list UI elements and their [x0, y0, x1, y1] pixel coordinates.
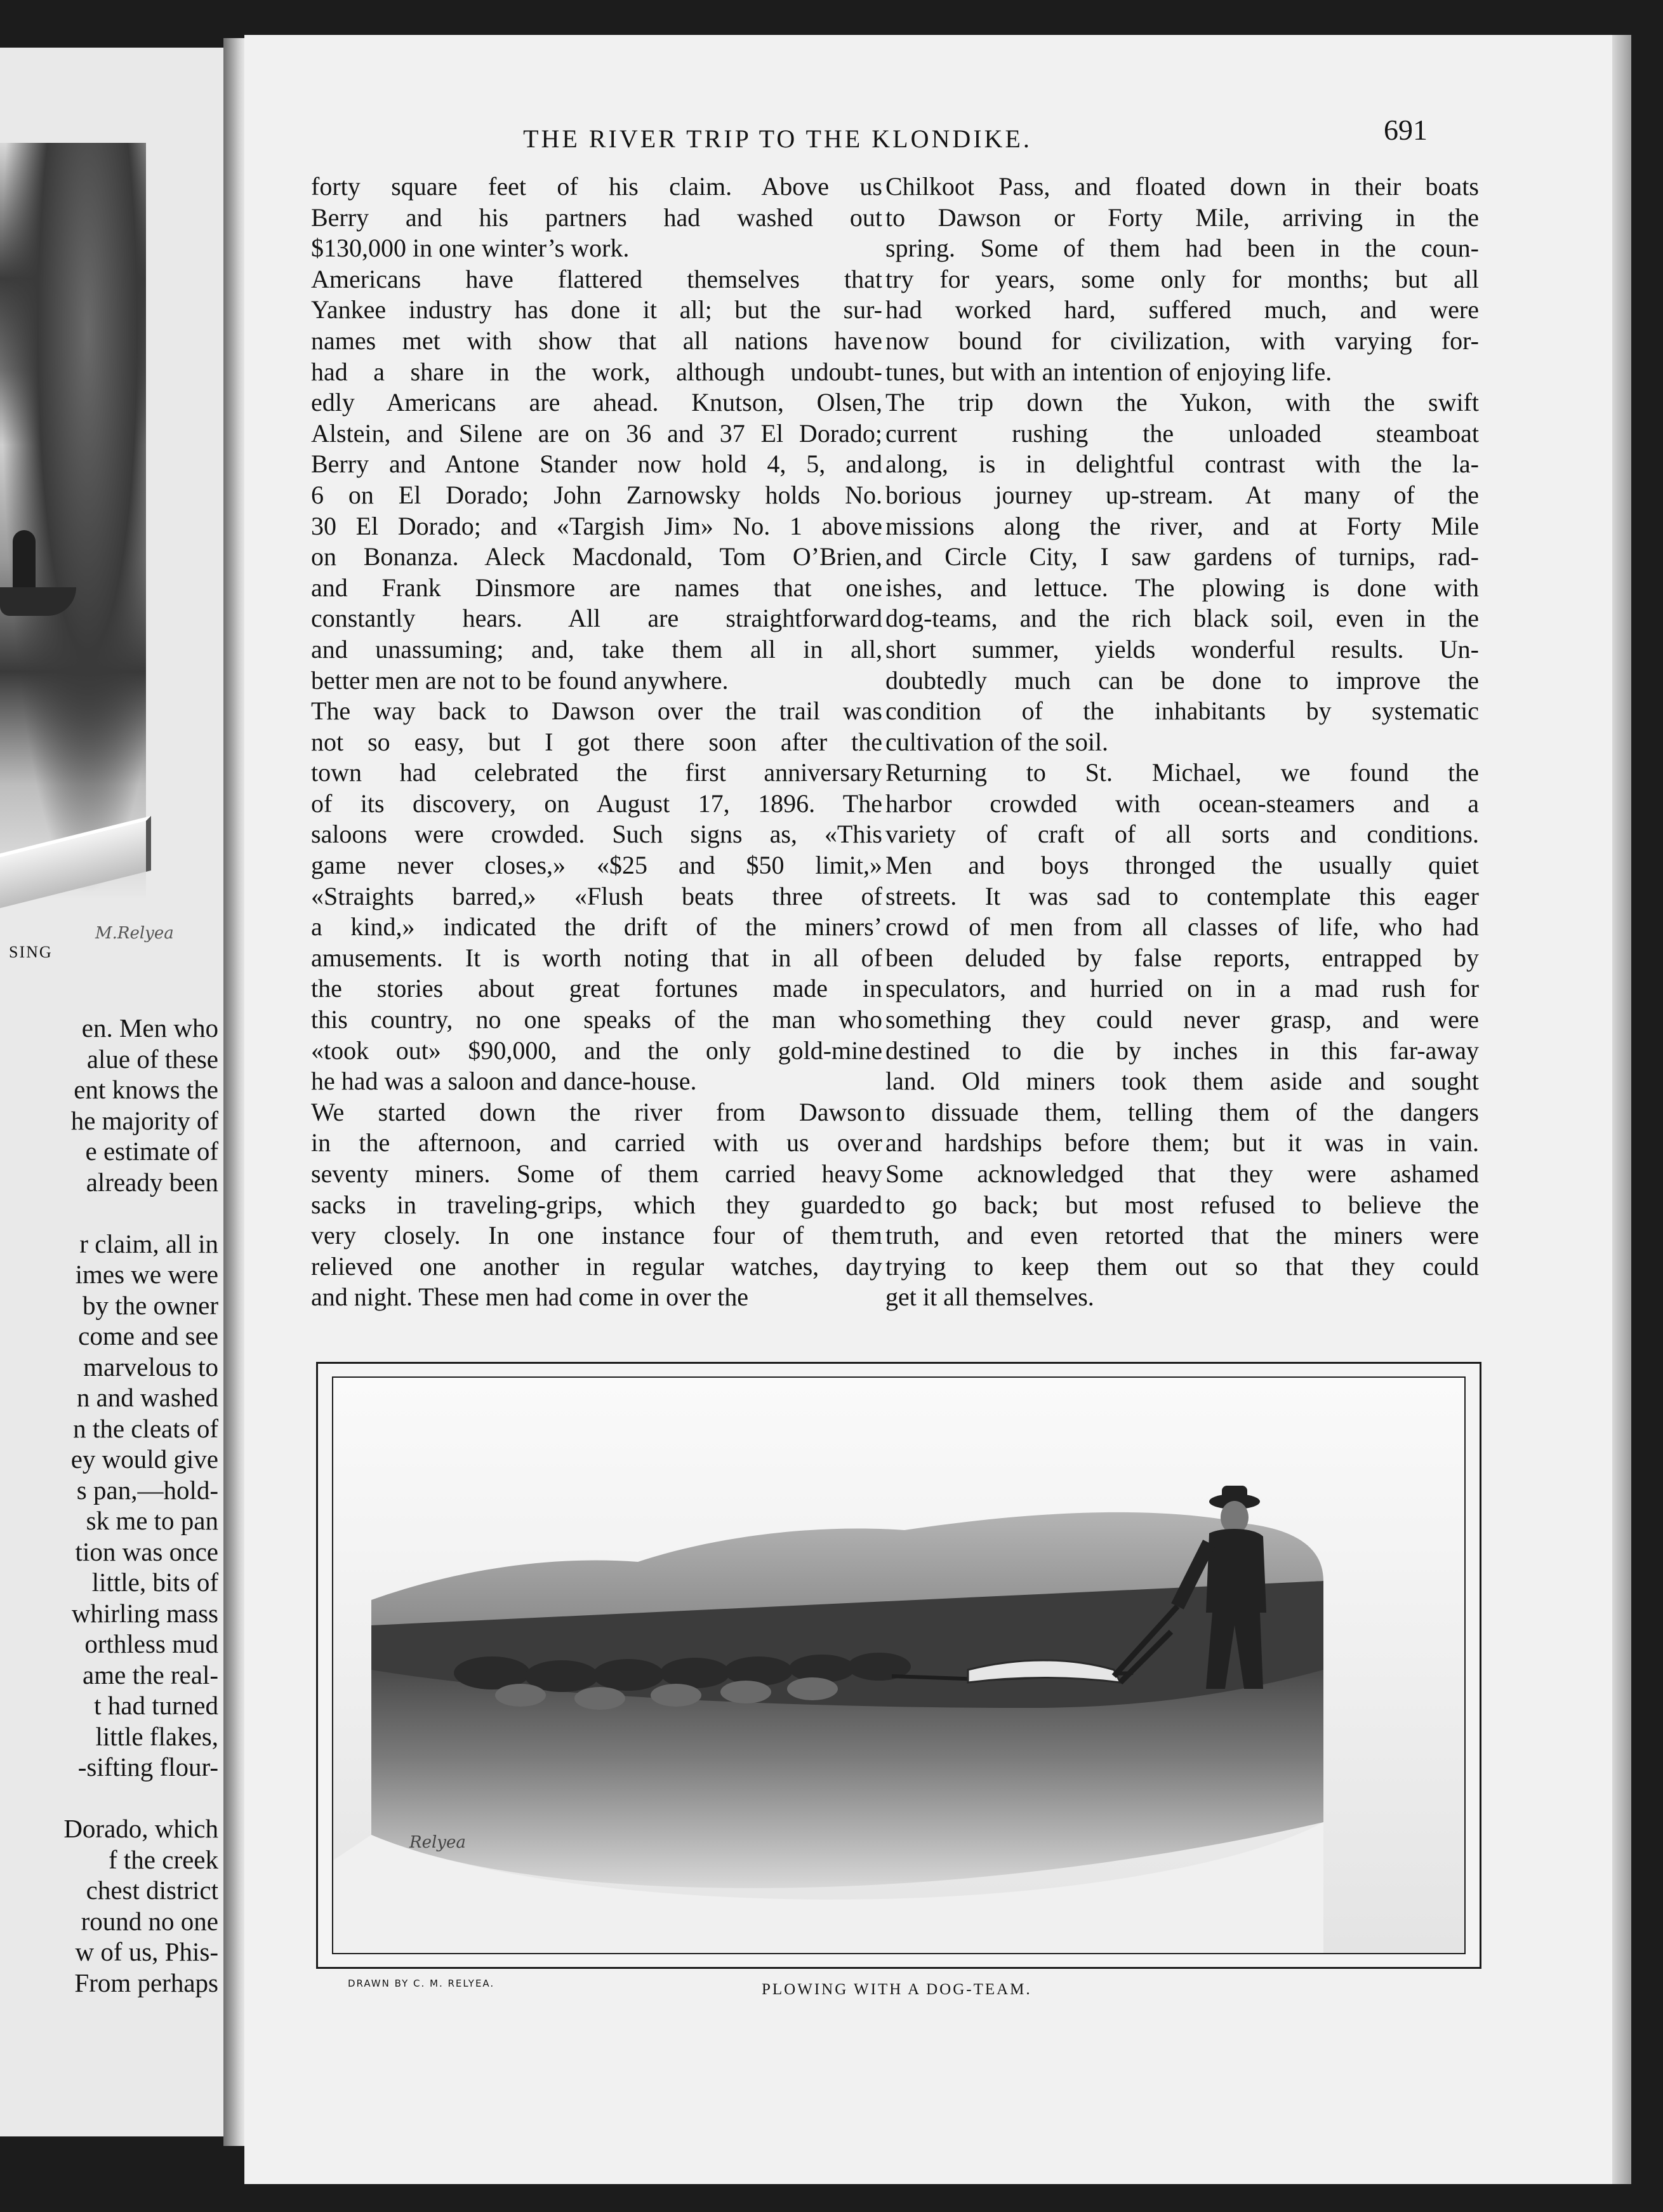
text-line: along, is in delightful contrast with the la-	[885, 450, 1479, 479]
text-line: t had turned	[94, 1691, 218, 1720]
text-line: had worked hard, suffered much, and were	[885, 295, 1479, 324]
illustration-caption: PLOWING WITH A DOG-TEAM.	[762, 1981, 1032, 1998]
text-line: short summer, yields wonderful results. Un-	[885, 634, 1479, 663]
text-line: and Circle City, I saw gardens of turnips, rad-	[885, 542, 1479, 571]
text-line: variety of craft of all sorts and conditions.	[885, 820, 1479, 849]
text-line: he majority of	[70, 1105, 218, 1135]
text-line: dog-teams, and the rich black soil, even in the	[885, 604, 1479, 633]
text-line	[0, 1197, 218, 1229]
text-line: land. Old miners took them aside and sought	[885, 1067, 1479, 1096]
text-line: now bound for civilization, with varying for-	[885, 326, 1479, 355]
text-line: f the creek	[109, 1844, 218, 1874]
text-line: Chilkoot Pass, and floated down in their boats	[885, 172, 1479, 201]
text-line: sk me to pan	[86, 1506, 218, 1535]
text-line: very closely. In one instance four of them	[311, 1221, 882, 1250]
text-line: Berry and his partners had washed out	[311, 203, 882, 232]
facing-page-illustration	[0, 143, 174, 943]
text-line: e estimate of	[85, 1136, 218, 1166]
text-line: to Dawson or Forty Mile, arriving in the	[885, 203, 1479, 232]
text-line: tunes, but with an intention of enjoying life.	[885, 357, 1332, 386]
text-line: chest district	[86, 1876, 218, 1905]
text-line: had a share in the work, although undoubt-	[311, 357, 882, 386]
boatman-figure	[13, 530, 36, 590]
text-line: this country, no one speaks of the man who	[311, 1005, 882, 1034]
text-line: ame the real-	[83, 1660, 218, 1689]
text-line: crowd of men from all classes of life, who had	[885, 912, 1479, 942]
text-line: $130,000 in one winter’s work.	[311, 234, 630, 263]
facing-page-text	[0, 1013, 218, 1998]
text-line: forty square feet of his claim. Above us	[311, 172, 882, 201]
text-line: ishes, and lettuce. The plowing is done with	[885, 573, 1479, 602]
text-line: r claim, all in	[79, 1229, 218, 1258]
text-line: the stories about great fortunes made in	[311, 974, 882, 1003]
text-line: round no one	[81, 1906, 218, 1936]
text-line: destined to die by inches in this far-away	[885, 1036, 1479, 1065]
text-line: -sifting flour-	[77, 1752, 218, 1782]
text-column-left	[311, 171, 882, 1313]
text-line: trying to keep them out so that they could	[885, 1251, 1479, 1281]
text-line: in the afternoon, and carried with us over	[311, 1128, 882, 1157]
text-line: «took out» $90,000, and the only gold-mine	[311, 1036, 882, 1065]
text-line: and hardships before them; but it was in vain.	[885, 1128, 1479, 1157]
text-line: imes we were	[75, 1260, 218, 1289]
illustration-signature: M.Relyea	[95, 924, 174, 943]
text-line: by the owner	[82, 1290, 218, 1320]
text-line: Alstein, and Silene are on 36 and 37 El Dorado;	[311, 418, 882, 448]
text-line: spring. Some of them had been in the coun-	[885, 234, 1479, 263]
boat-hull	[0, 816, 151, 908]
page-number: 691	[1384, 114, 1428, 146]
illustration-image	[332, 1376, 1466, 1954]
text-line: w of us, Phis-	[75, 1937, 218, 1966]
text-line: The trip down the Yukon, with the swift	[885, 388, 1479, 417]
text-line: speculators, and hurried on in a mad rush for	[885, 974, 1479, 1003]
text-line: constantly hears. All are straightforward	[311, 604, 882, 633]
text-line: Men and boys thronged the usually quiet	[885, 851, 1479, 880]
text-line: harbor crowded with ocean-steamers and a	[885, 789, 1479, 818]
text-line	[0, 1783, 218, 1814]
text-column-right	[885, 171, 1479, 1313]
text-line: something they could never grasp, and were	[885, 1005, 1479, 1034]
text-line: marvelous to	[83, 1352, 218, 1382]
text-line: amusements. It is worth noting that in all of	[311, 943, 882, 972]
boat-shape	[0, 587, 76, 616]
text-line: condition of the inhabitants by systematic	[885, 696, 1479, 726]
text-line: already been	[86, 1167, 218, 1197]
text-line: seventy miners. Some of them carried heavy	[311, 1159, 882, 1188]
text-line: names met with show that all nations have	[311, 326, 882, 355]
dog-team-plowing-drawing	[333, 1378, 1464, 1953]
text-line: Yankee industry has done it all; but the sur-	[311, 295, 882, 324]
text-line: Americans have flattered themselves that	[311, 264, 882, 293]
text-line: try for years, some only for months; but all	[885, 264, 1479, 293]
text-line: he had was a saloon and dance-house.	[311, 1067, 697, 1096]
text-line: to dissuade them, telling them of the dangers	[885, 1097, 1479, 1126]
text-line: little, bits of	[91, 1568, 218, 1597]
text-line: on Bonanza. Aleck Macdonald, Tom O’Brien,	[311, 542, 882, 571]
text-line: en. Men who	[81, 1013, 218, 1043]
text-line: streets. It was sad to contemplate this eager	[885, 881, 1479, 910]
text-line: edly Americans are ahead. Knutson, Olsen,	[311, 388, 882, 417]
text-line: relieved one another in regular watches, day	[311, 1251, 882, 1281]
text-line: s pan,—hold-	[76, 1475, 218, 1505]
text-line: n the cleats of	[73, 1413, 218, 1443]
text-line: of its discovery, on August 17, 1896. The	[311, 789, 882, 818]
text-line: sacks in traveling-grips, which they guarded	[311, 1190, 882, 1219]
text-line: better men are not to be found anywhere.	[311, 665, 729, 695]
text-line: a kind,» indicated the drift of the miners’	[311, 912, 882, 942]
text-line: Some acknowledged that they were ashamed	[885, 1159, 1479, 1188]
text-line: town had celebrated the first anniversary	[311, 758, 882, 787]
text-line: and Frank Dinsmore are names that one	[311, 573, 882, 602]
text-line: 30 El Dorado; and «Targish Jim» No. 1 above	[311, 511, 882, 540]
plate-signature: Relyea	[409, 1833, 466, 1852]
text-line: and unassuming; and, take them all in all,	[311, 634, 882, 663]
page-edge	[1612, 35, 1631, 2184]
text-line: Berry and Antone Stander now hold 4, 5, and	[311, 450, 882, 479]
illustration-credit: DRAWN BY C. M. RELYEA.	[348, 1978, 495, 1989]
text-line: missions along the river, and at Forty Mile	[885, 511, 1479, 540]
text-line: get it all themselves.	[885, 1283, 1094, 1312]
text-line: little flakes,	[95, 1721, 218, 1751]
text-line: not so easy, but I got there soon after the	[311, 727, 882, 756]
text-line: ent knows the	[74, 1075, 218, 1104]
text-line: saloons were crowded. Such signs as, «This	[311, 820, 882, 849]
text-line: borious journey up-stream. At many of the	[885, 480, 1479, 509]
text-line: 6 on El Dorado; John Zarnowsky holds No.	[311, 480, 882, 509]
text-line: orthless mud	[84, 1629, 218, 1658]
text-line: ey would give	[70, 1444, 218, 1474]
illustration-plate	[316, 1362, 1481, 1969]
text-line: current rushing the unloaded steamboat	[885, 418, 1479, 448]
binding-gutter	[223, 38, 246, 2146]
text-line: n and washed	[76, 1383, 218, 1412]
text-line: come and see	[78, 1321, 218, 1350]
running-head: THE RIVER TRIP TO THE KLONDIKE.	[523, 124, 1032, 153]
facing-page-caption: SING	[9, 943, 53, 961]
text-line: alue of these	[86, 1044, 218, 1074]
text-line: and night. These men had come in over the	[311, 1283, 749, 1312]
text-line: tion was once	[75, 1536, 218, 1566]
text-line: been deluded by false reports, entrapped by	[885, 943, 1479, 972]
text-line: «Straights barred,» «Flush beats three of	[311, 881, 882, 910]
text-line: cultivation of the soil.	[885, 727, 1109, 756]
text-line: Returning to St. Michael, we found the	[885, 758, 1479, 787]
text-line: From perhaps	[74, 1968, 218, 1997]
text-line: We started down the river from Dawson	[311, 1097, 882, 1126]
text-line: game never closes,» «$25 and $50 limit,»	[311, 851, 882, 880]
facing-page	[0, 48, 223, 2136]
text-line: truth, and even retorted that the miners were	[885, 1221, 1479, 1250]
text-line: The way back to Dawson over the trail was	[311, 696, 882, 726]
text-line: whirling mass	[71, 1598, 218, 1628]
text-line: to go back; but most refused to believe the	[885, 1190, 1479, 1219]
text-line: doubtedly much can be done to improve the	[885, 665, 1479, 695]
text-line: Dorado, which	[63, 1814, 218, 1843]
